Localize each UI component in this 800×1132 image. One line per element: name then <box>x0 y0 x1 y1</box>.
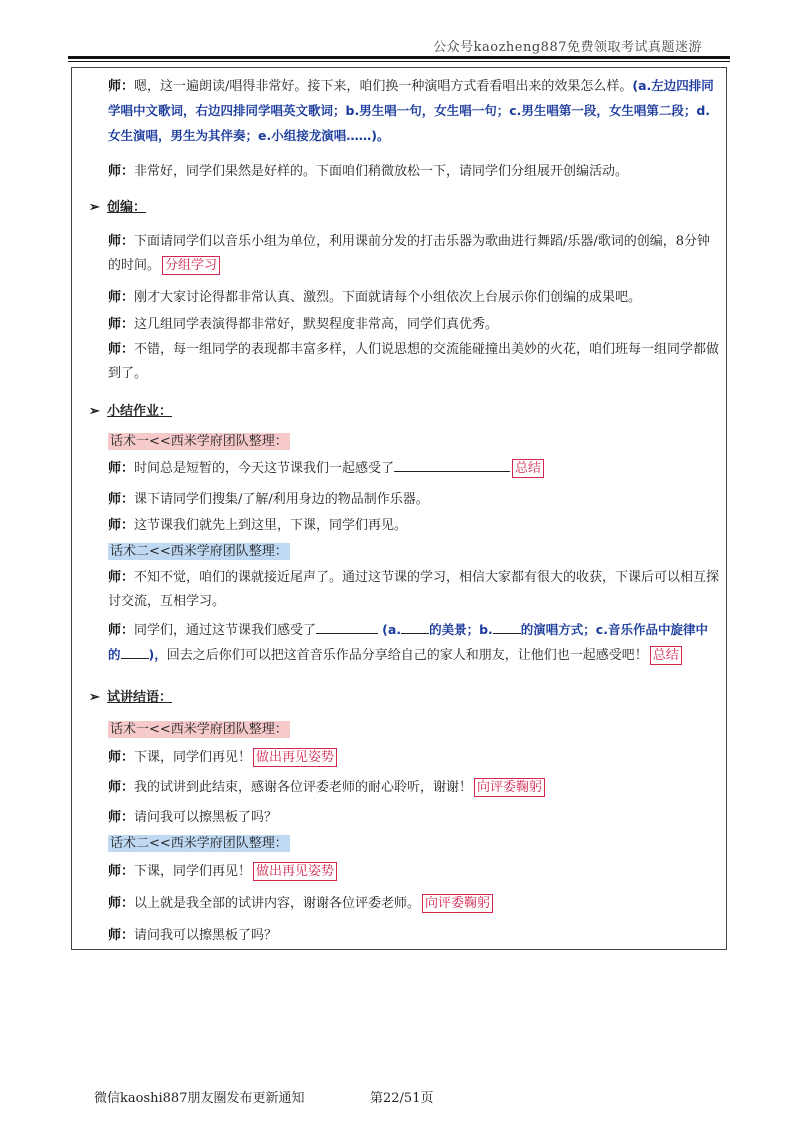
footer-note: 微信kaoshi887朋友圈发布更新通知 <box>94 1091 305 1106</box>
arrow-bullet-icon: ➢ <box>89 690 100 705</box>
paragraph: 师：请问我可以擦黑板了吗？ <box>108 928 278 943</box>
paragraph: 师：课下请同学们搜集/了解/利用身边的物品制作乐器。 <box>108 492 429 507</box>
arrow-bullet-icon: ➢ <box>89 200 100 215</box>
paragraph: 师：时间总是短暂的，今天这节课我们一起感受了 总结 <box>108 457 720 481</box>
paragraph: 师：非常好，同学们果然是好样的。下面咱们稍微放松一下，请同学们分组展开创编活动。 <box>108 164 629 179</box>
paragraph: 师：以上就是我全部的试讲内容，谢谢各位评委老师。 向评委鞠躬 <box>108 892 720 916</box>
paragraph: 师：我的试讲到此结束，感谢各位评委老师的耐心聆听，谢谢！ 向评委鞠躬 <box>108 776 720 800</box>
annotation-tag: 向评委鞠躬 <box>474 778 545 797</box>
paragraph: 师：同学们，通过这节课我们感受了 (a. 的美景；b. 的演唱方式；c.音乐作品中旋律中的 )，回去之后你们可以把这首音乐作品分享给自己的家人和朋友，让他们也一起感受吧！ 总结 <box>108 618 720 668</box>
content-box <box>71 67 727 950</box>
annotation-tag: 总结 <box>650 646 682 665</box>
paragraph: 师：请问我可以擦黑板了吗？ <box>108 810 278 825</box>
paragraph: 师：不知不觉，咱们的课就接近尾声了。通过这节课的学习，相信大家都有很大的收获，下课后可以相互探讨交流，互相学习。 <box>108 570 720 609</box>
fill-blank <box>401 619 429 634</box>
annotation-tag: 做出再见姿势 <box>253 862 337 881</box>
annotation-tag: 做出再见姿势 <box>253 748 337 767</box>
section-heading-chuangbian: ➢ 创编： <box>89 196 146 220</box>
header-rule-thin <box>68 61 730 62</box>
script-heading: 话术二<<西米学府团队整理： <box>110 836 288 851</box>
header-note: 公众号kaozheng887免费领取考试真题迷游 <box>433 40 702 55</box>
fill-blank <box>316 619 378 634</box>
annotation-tag: 总结 <box>512 459 544 478</box>
paragraph: 师：不错，每一组同学的表现都丰富多样，人们说思想的交流能碰撞出美妙的火花，咱们班每一组同学都做到了。 <box>108 342 720 381</box>
section-heading-shijiang: ➢ 试讲结语： <box>89 686 172 710</box>
arrow-bullet-icon: ➢ <box>89 404 100 419</box>
fill-blank <box>121 644 149 659</box>
page-number: 第22/51页 <box>370 1091 434 1106</box>
section-heading-xiaojie: ➢ 小结作业： <box>89 400 172 424</box>
script-heading: 话术一<<西米学府团队整理： <box>110 722 288 737</box>
paragraph: 师：下课，同学们再见！ 做出再见姿势 <box>108 746 720 770</box>
script-heading: 话术二<<西米学府团队整理： <box>110 544 288 559</box>
paragraph: 师：刚才大家讨论得都非常认真、激烈。下面就请每个小组依次上台展示你们创编的成果吧。 <box>108 290 642 305</box>
paragraph: 师：这几组同学表演得都非常好，默契程度非常高，同学们真优秀。 <box>108 317 499 332</box>
script-heading: 话术一<<西米学府团队整理： <box>110 434 288 449</box>
annotation-tag: 向评委鞠躬 <box>422 894 493 913</box>
fill-blank <box>493 619 521 634</box>
paragraph: 师：这节课我们就先上到这里，下课，同学们再见。 <box>108 518 408 533</box>
paragraph: 师：嗯，这一遍朗读/唱得非常好。接下来，咱们换一种演唱方式看看唱出来的效果怎么样。(a.左边四排同学唱中文歌词，右边四排同学唱英文歌词；b.男生唱一句，女生唱一句；c.男生唱第一段，女生唱第二段；d.女生演唱，男生为其伴奏；e.小组接龙演唱……)。 <box>108 78 714 143</box>
fill-blank <box>394 457 510 472</box>
header-rule-thick <box>68 56 730 59</box>
paragraph: 师：下课，同学们再见！ 做出再见姿势 <box>108 860 720 884</box>
annotation-tag: 分组学习 <box>162 256 220 275</box>
paragraph: 师：下面请同学们以音乐小组为单位，利用课前分发的打击乐器为歌曲进行舞蹈/乐器/歌词的创编，8分钟的时间。 分组学习 <box>108 234 711 273</box>
